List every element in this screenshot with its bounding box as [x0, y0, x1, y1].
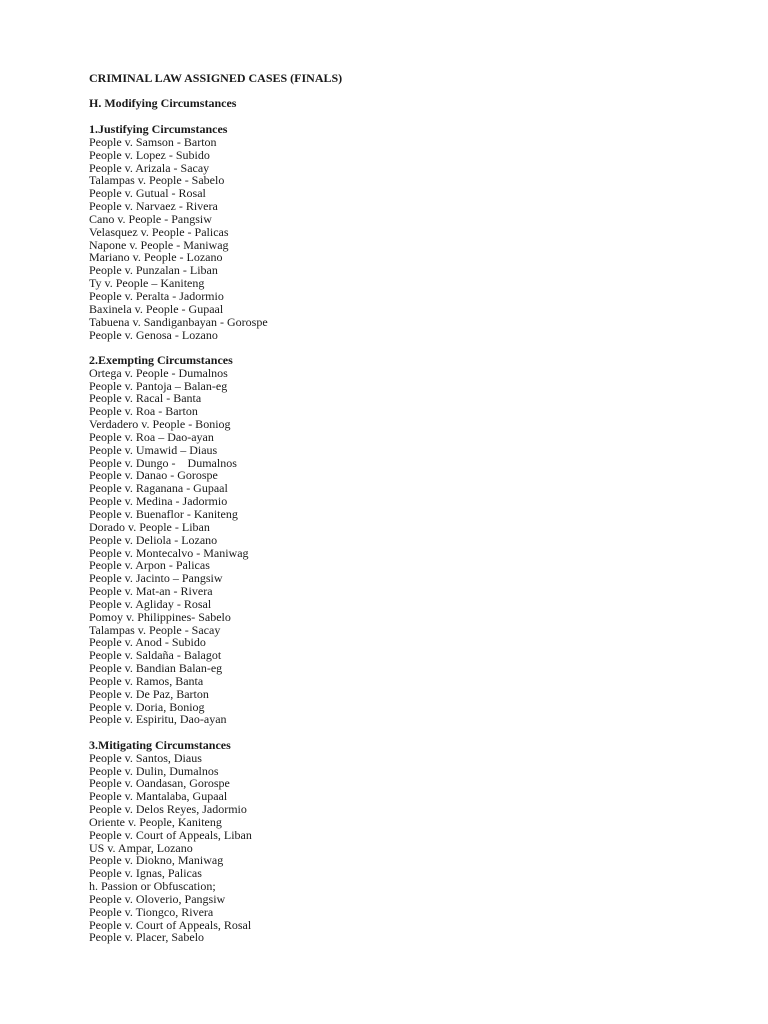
list-item: Velasquez v. People - Palicas [89, 224, 229, 239]
list-item: People v. Dulin, Dumalnos [89, 763, 219, 778]
list-item: People v. Roa - Barton [89, 404, 198, 419]
case-list [89, 367, 729, 727]
list-item: People v. Ramos, Banta [89, 673, 204, 688]
list-item: Tabuena v. Sandiganbayan - Gorospe [89, 314, 268, 329]
list-item: People v. Medina - Jadormio [89, 494, 228, 509]
list-item: Pomoy v. Philippines- Sabelo [89, 609, 231, 624]
list-item: People v. Genosa - Lozano [89, 327, 218, 342]
list-item: People v. Lopez - Subido [89, 147, 210, 162]
section [89, 739, 729, 945]
list-item: People v. Doria, Boniog [89, 699, 205, 714]
list-item: Ortega v. People - Dumalnos [89, 365, 228, 380]
list-item: People v. Tiongco, Rivera [89, 904, 214, 919]
list-item: People v. Montecalvo - Maniwag [89, 545, 249, 560]
list-item: People v. De Paz, Barton [89, 686, 209, 701]
document-subheading: H. Modifying Circumstances [89, 96, 237, 110]
list-item: People v. Peralta - Jadormio [89, 288, 224, 303]
sections-container [89, 123, 729, 944]
list-item: People v. Saldaña - Balagot [89, 648, 222, 663]
list-item: People v. Anod - Subido [89, 635, 206, 650]
list-item: US v. Ampar, Lozano [89, 840, 193, 855]
list-item: People v. Placer, Sabelo [89, 930, 205, 945]
list-item: People v. Raganana - Gupaal [89, 481, 228, 496]
list-item: Verdadero v. People - Boniog [89, 417, 231, 432]
list-item: People v. Narvaez - Rivera [89, 199, 218, 214]
list-item: People v. Racal - Banta [89, 391, 202, 406]
list-item: People v. Buenaflor - Kaniteng [89, 506, 238, 521]
list-item: People v. Pantoja – Balan-eg [89, 378, 228, 393]
list-item: Baxinela v. People - Gupaal [89, 301, 224, 316]
section [89, 354, 729, 726]
list-item: People v. Diokno, Maniwag [89, 853, 224, 868]
list-item: People v. Roa – Dao-ayan [89, 429, 214, 444]
list-item: People v. Agliday - Rosal [89, 596, 212, 611]
list-item: People v. Ignas, Palicas [89, 866, 202, 881]
list-item: Oriente v. People, Kaniteng [89, 814, 222, 829]
list-item: Talampas v. People - Sabelo [89, 173, 225, 188]
case-list [89, 752, 729, 945]
section-title: 2.Exempting Circumstances [89, 352, 233, 367]
list-item: h. Passion or Obfuscation; [89, 879, 216, 894]
list-item: People v. Oloverio, Pangsiw [89, 891, 226, 906]
list-item: People v. Samson - Barton [89, 134, 217, 149]
list-item: Mariano v. People - Lozano [89, 250, 223, 265]
list-item: People v. Mat-an - Rivera [89, 584, 213, 599]
list-item: People v. Gutual - Rosal [89, 186, 206, 201]
list-item: People v. Arizala - Sacay [89, 160, 210, 175]
list-item: People v. Court of Appeals, Rosal [89, 917, 252, 932]
list-item: People v. Bandian Balan-eg [89, 661, 223, 676]
list-item: Talampas v. People - Sacay [89, 622, 221, 637]
list-item: Ty v. People – Kaniteng [89, 276, 205, 291]
case-list [89, 136, 729, 342]
document-title: CRIMINAL LAW ASSIGNED CASES (FINALS) [89, 71, 343, 85]
list-item: People v. Delos Reyes, Jadormio [89, 802, 247, 817]
list-item: People v. Punzalan - Liban [89, 263, 218, 278]
section-title: 1.Justifying Circumstances [89, 122, 228, 136]
list-item: People v. Oandasan, Gorospe [89, 776, 230, 791]
section [89, 123, 729, 341]
list-item: People v. Deliola - Lozano [89, 532, 218, 547]
list-item: People v. Arpon - Palicas [89, 558, 210, 573]
list-item: People v. Court of Appeals, Liban [89, 827, 252, 842]
list-item: People v. Santos, Diaus [89, 750, 202, 765]
list-item: People v. Mantalaba, Gupaal [89, 789, 228, 804]
list-item: People v. Danao - Gorospe [89, 468, 218, 483]
list-item: Cano v. People - Pangsiw [89, 211, 212, 226]
list-item: Dorado v. People - Liban [89, 519, 210, 534]
list-item: People v. Espiritu, Dao-ayan [89, 712, 227, 727]
list-item: People v. Jacinto – Pangsiw [89, 571, 223, 586]
list-item: People v. Umawid – Diaus [89, 442, 218, 457]
list-item: Napone v. People - Maniwag [89, 237, 229, 252]
section-title: 3.Mitigating Circumstances [89, 737, 231, 752]
list-item: People v. Dungo - Dumalnos [89, 455, 237, 470]
document-page [89, 72, 729, 957]
